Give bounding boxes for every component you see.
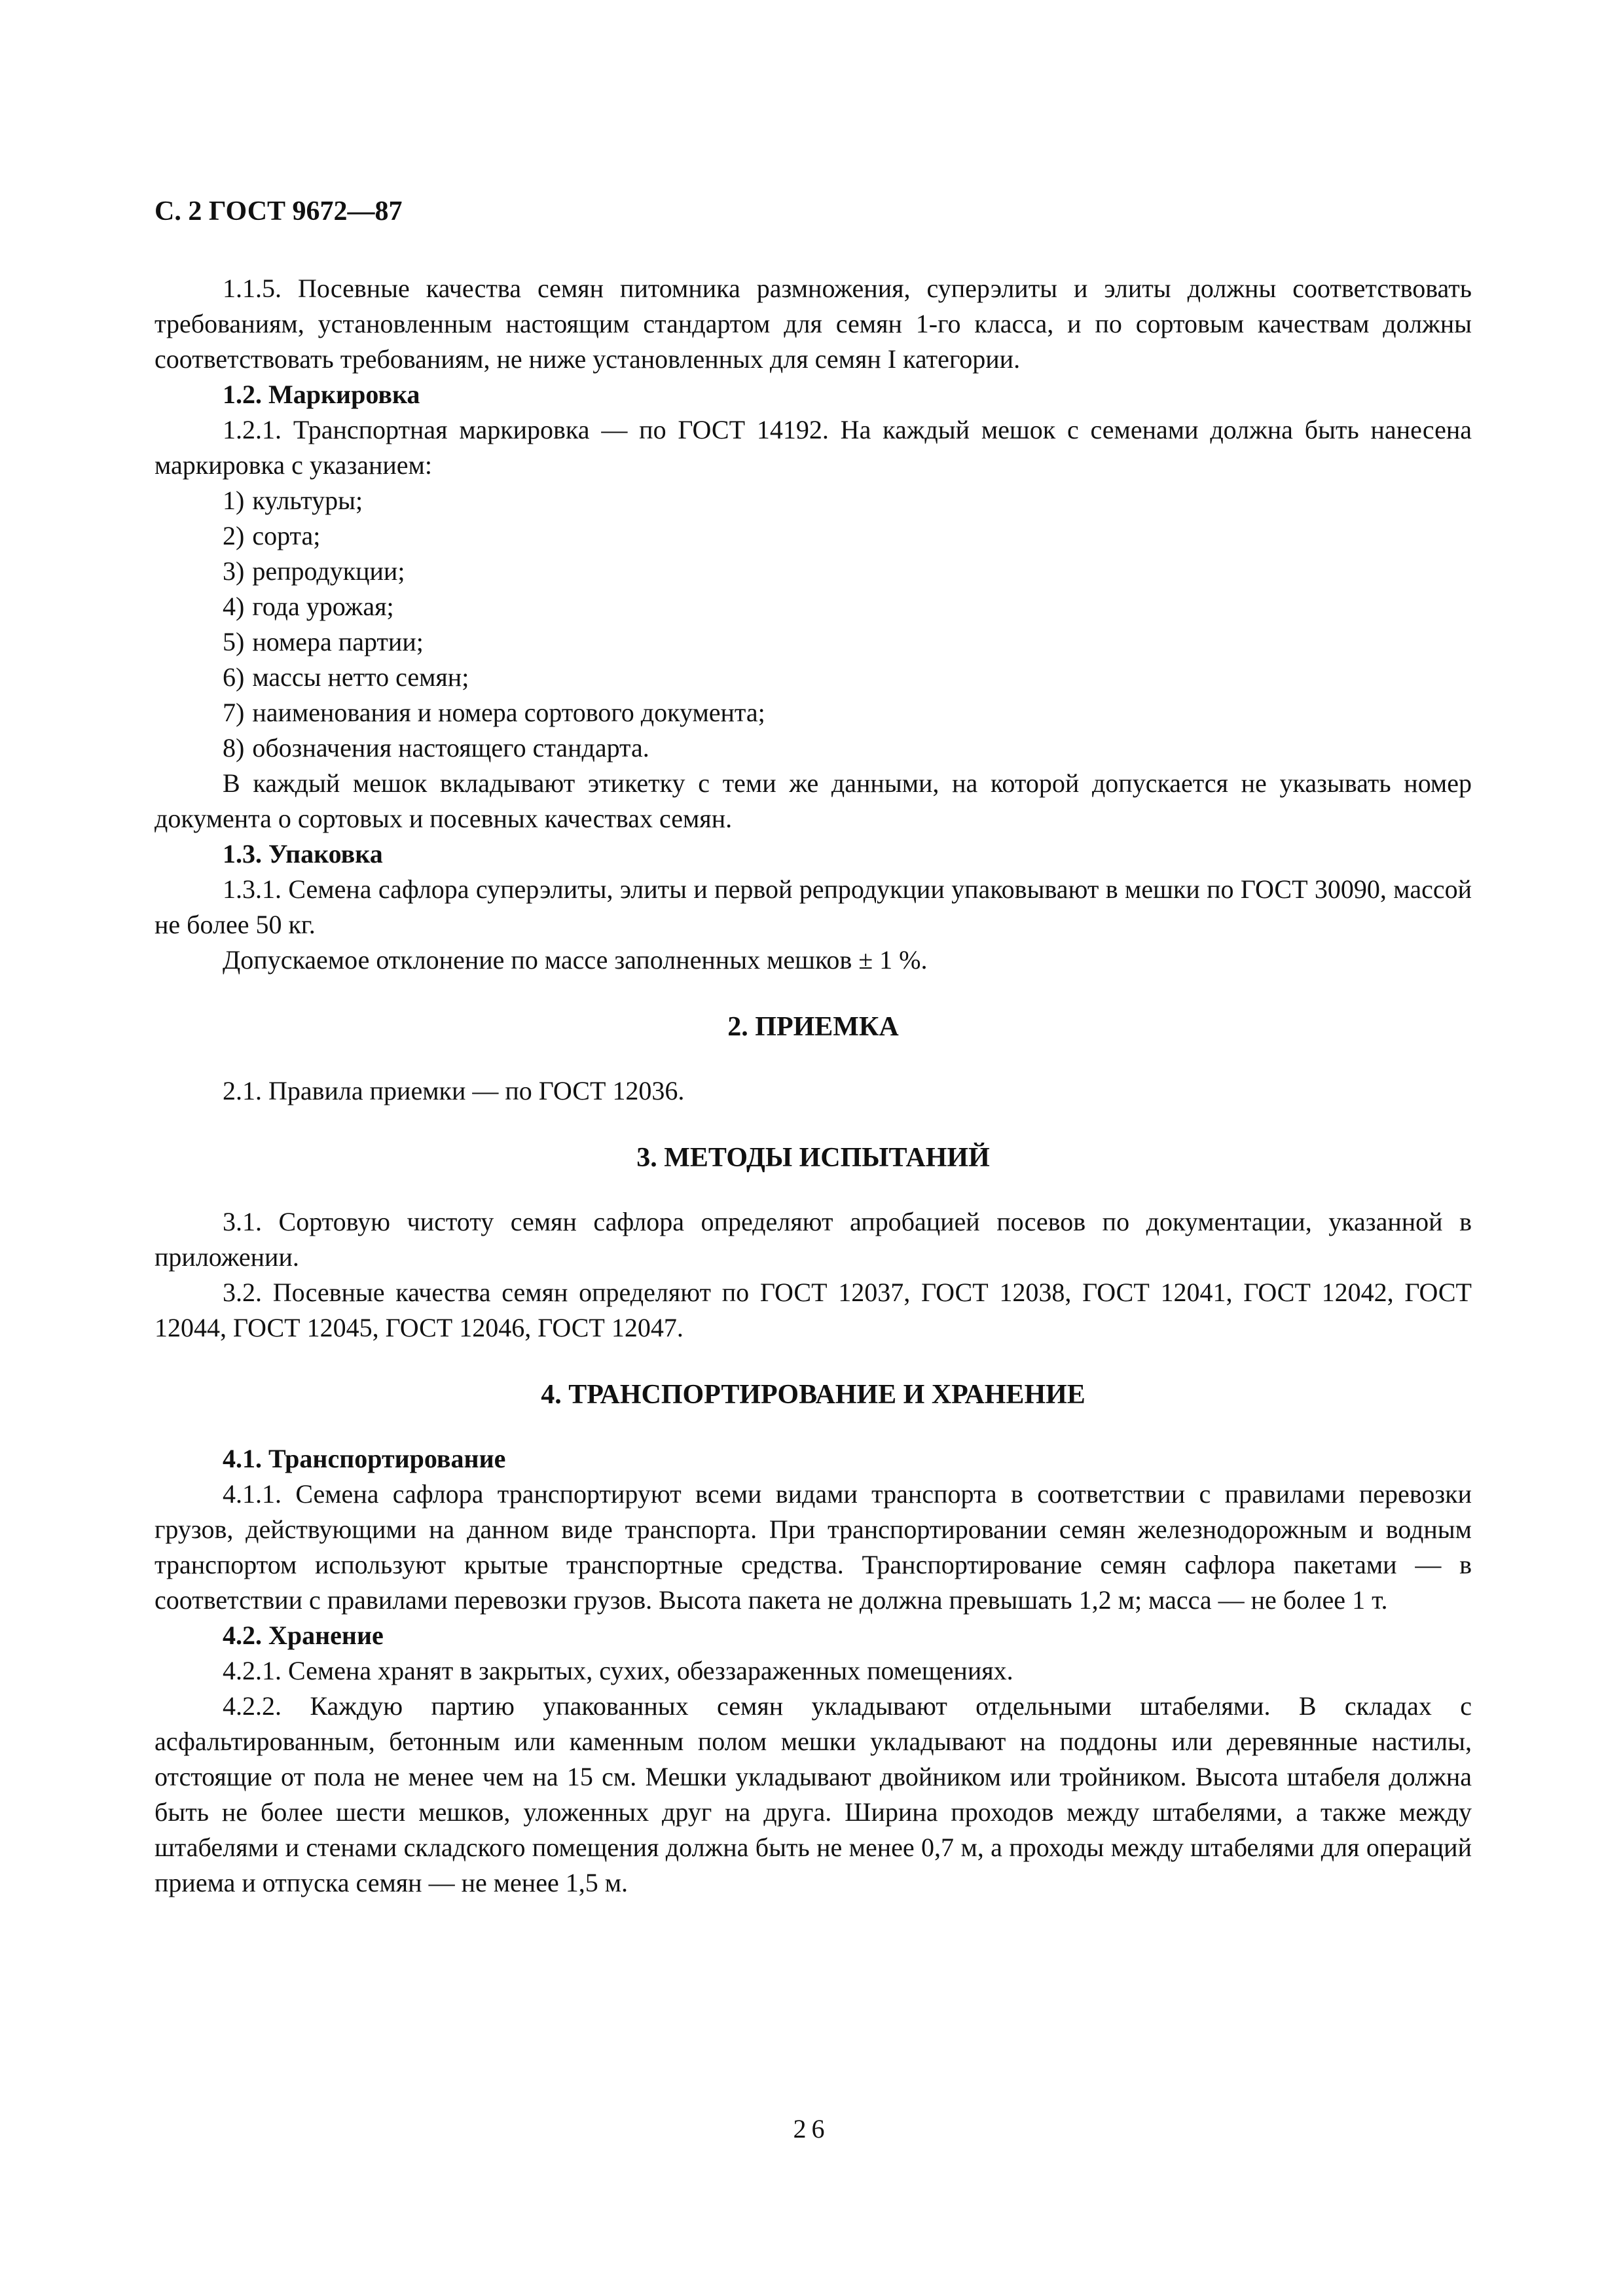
section-title-acceptance: 2. ПРИЕМКА [727,1012,899,1042]
list-item [155,660,1472,695]
subheading-packing: 1.3. Упаковка [223,839,383,869]
list-item-text: номера партии; [252,627,424,656]
paragraph-1-3-1: 1.3.1. Семена сафлора суперэлиты, элиты и первой репродукции упаковывают в мешки по ГОСТ 30090, массой не более 50 кг. [155,874,1472,939]
list-item-number: 7) [223,698,245,727]
paragraph-1-2-1: 1.2.1. Транспортная маркировка — по ГОСТ 14192. На каждый мешок с семенами должна быть нанесена маркировка с указанием: [155,415,1472,480]
paragraph-4-2-2: 4.2.2. Каждую партию упакованных семян укладывают отдельными штабелями. В складах с асфальтированным, бетонным или каменным полом мешки укладывают на поддоны или деревянные настилы, отстоящие от пола не менее чем на 15 см. Мешки укладывают двойником или тройником. Высота штабеля должна быть не более шести мешков, уложенных друг на друга. Ширина проходов между штабелями, а также между штабелями и стенами складского помещения должна быть не менее 0,7 м, а проходы между штабелями для операций приема и отпуска семян — не менее 1,5 м. [155,1691,1472,1897]
paragraph-2-1: 2.1. Правила приемки — по ГОСТ 12036. [223,1076,685,1105]
paragraph-3-2: 3.2. Посевные качества семян определяют по ГОСТ 12037, ГОСТ 12038, ГОСТ 12041, ГОСТ 12042, ГОСТ 12044, ГОСТ 12045, ГОСТ 12046, ГОСТ 12047. [155,1278,1472,1342]
list-item-text: обозначения настоящего стандарта. [252,733,649,762]
list-item-number: 8) [223,733,245,762]
paragraph-1-1-5: 1.1.5. Посевные качества семян питомника размножения, суперэлиты и элиты должны соответствовать требованиям, установленным настоящим стандартом для семян 1-го класса, и по сортовым качествам должны соответствовать требованиям, не ниже установленных для семян I категории. [155,274,1472,374]
list-item [155,730,1472,766]
list-item-number: 1) [223,486,245,515]
marking-list [155,483,1472,766]
list-item [155,554,1472,589]
section-title-transport-storage: 4. ТРАНСПОРТИРОВАНИЕ И ХРАНЕНИЕ [541,1380,1085,1410]
list-item [155,589,1472,624]
list-item-text: наименования и номера сортового документа; [252,698,765,727]
section-title-test-methods: 3. МЕТОДЫ ИСПЫТАНИЙ [636,1143,990,1173]
list-item [155,483,1472,518]
paragraph-3-1: 3.1. Сортовую чистоту семян сафлора определяют апробацией посевов по документации, указанной в приложении. [155,1207,1472,1272]
list-item-text: репродукции; [252,556,405,586]
list-item-number: 6) [223,662,245,692]
paragraph-4-1-1: 4.1.1. Семена сафлора транспортируют всеми видами транспорта в соответствии с правилами перевозки грузов, действующими на данном виде транспорта. При транспортировании семян железнодорожным и водным транспортом используют крытые транспортные средства. Транспортирование семян сафлора пакетами — в соответствии с правилами перевозки грузов. Высота пакета не должна превышать 1,2 м; масса — не более 1 т. [155,1479,1472,1615]
running-head: С. 2 ГОСТ 9672—87 [155,196,403,226]
list-item-text: сорта; [252,521,321,550]
list-item-number: 2) [223,521,245,550]
list-item-number: 5) [223,627,245,656]
list-item-number: 3) [223,556,245,586]
paragraph-4-2-1: 4.2.1. Семена хранят в закрытых, сухих, обеззараженных помещениях. [223,1656,1013,1685]
page-number: 26 [793,2114,830,2144]
subheading-marking: 1.2. Маркировка [223,380,420,409]
list-item [155,695,1472,730]
list-item-number: 4) [223,592,245,621]
list-item [155,624,1472,660]
list-item [155,518,1472,554]
list-item-text: культуры; [252,486,363,515]
subheading-transport: 4.1. Транспортирование [223,1444,506,1473]
list-item-text: массы нетто семян; [252,662,469,692]
list-item-text: года урожая; [252,592,394,621]
paragraph-tolerance: Допускаемое отклонение по массе заполненных мешков ± 1 %. [223,945,928,975]
subheading-storage: 4.2. Хранение [223,1621,384,1650]
paragraph-label: В каждый мешок вкладывают этикетку с теми же данными, на которой допускается не указывать номер документа о сортовых и посевных качествах семян. [155,768,1472,833]
page-content [155,194,1472,1901]
